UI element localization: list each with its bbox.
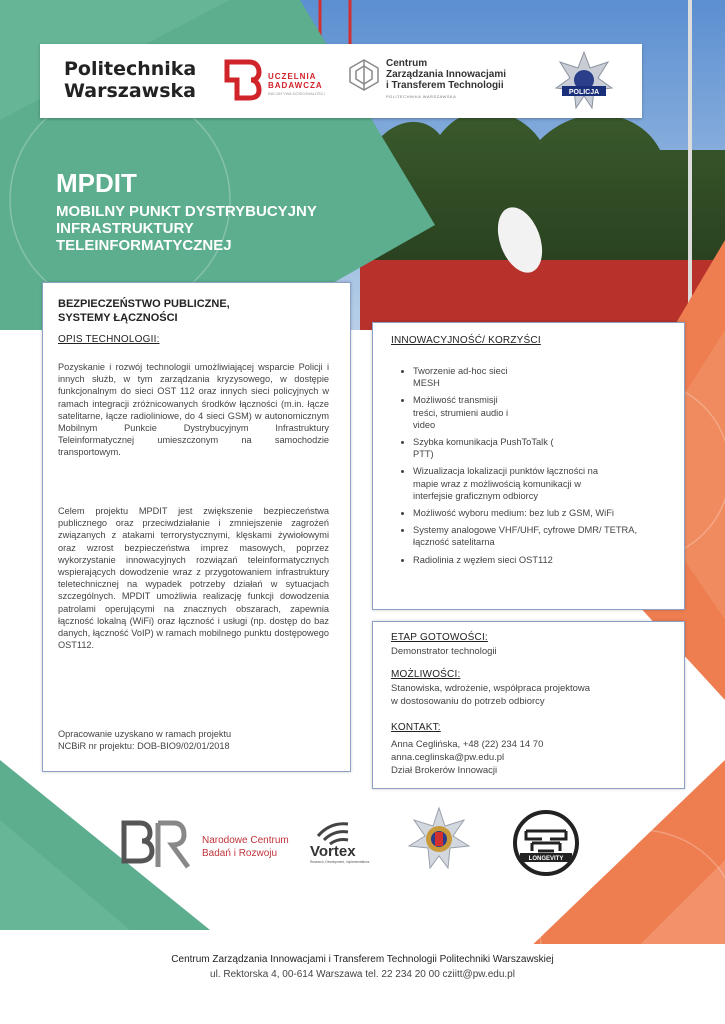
benefit-item: • Systemy analogowe VHF/UHF, cyfrowe DMR/ TETRA, łączność satelitarna [413, 524, 653, 548]
uczelnia-badawcza-subtitle: INICJATYWA DOSKONAŁOŚCI [268, 91, 325, 96]
svg-text:LONGEVITY: LONGEVITY [528, 856, 564, 862]
header-logo-bar [40, 44, 642, 118]
vortex-logo [308, 818, 384, 866]
footer-organization: Centrum Zarządzania Innowacjami i Transferem Technologii Politechniki Warszawskiej [171, 954, 554, 965]
cziitt-logo-icon [347, 58, 381, 92]
benefit-item: • Szybka komunikacja PushToTalk ( PTT) [413, 436, 573, 460]
readiness-label: ETAP GOTOWOŚCI: [391, 632, 488, 643]
uczelnia-badawcza-icon [223, 58, 263, 102]
description-paragraph-1: Pozyskanie i rozwój technologii umożliwiającej wsparcie Policji i innych służb, w tym zarządzania kryzysowego, w dostępie funkcjonalnym do sieci OST 112 oraz innych sieci policyjnych w ramach integracji zróżnicowanych środków łączności (m.in. łącze satelitarne, łącze radioliniowe, do 4 sieci GSM) w autonomicznym Mobilnym Punkcie Dystrybucyjnym Infrastruktury Teleinformatycznej umieszczonym na samochodzie transportowym. [58, 362, 329, 458]
benefits-label: INNOWACYJNOŚĆ/ KORZYŚCI [391, 335, 541, 346]
benefit-item: • Możliwość wyboru medium: bez lub z GSM, WiFi [413, 507, 675, 519]
benefit-item: • Tworzenie ad-hoc sieci MESH [413, 365, 523, 389]
academy-star-badge-icon [406, 806, 472, 872]
ncbr-logo-icon [118, 815, 198, 875]
footer-address: ul. Rektorska 4, 00-614 Warszawa tel. 22 234 20 00 cziitt@pw.edu.pl [210, 969, 515, 980]
benefits-list [397, 365, 675, 571]
cziitt-logo-subtitle: POLITECHNIKA WARSZAWSKA [386, 94, 457, 99]
readiness-value: Demonstrator technologii [391, 646, 497, 657]
status-contact-card [372, 621, 685, 789]
page-subtitle: MOBILNY PUNKT DYSTRYBUCYJNY INFRASTRUKTURY TELEINFORMATYCZNEJ [56, 203, 317, 254]
page-title: MPDIT [56, 168, 137, 198]
contact-email[interactable]: anna.ceglinska@pw.edu.pl [391, 752, 505, 763]
contact-name-phone: Anna Ceglińska, +48 (22) 234 14 70 [391, 739, 544, 750]
possibilities-label: MOŻLIWOŚCI: [391, 669, 461, 680]
benefit-item: • Radiolinia z węzłem sieci OST112 [413, 554, 675, 566]
benefits-card [372, 322, 685, 610]
description-label: OPIS TECHNOLOGII: [58, 334, 160, 345]
politechnika-logo: Politechnika Warszawska [64, 58, 197, 102]
contact-info [391, 738, 543, 777]
project-reference: Opracowanie uzyskano w ramach projektu NCBiR nr projektu: DOB-BIO9/02/01/2018 [58, 729, 232, 752]
svg-text:Vortex: Vortex [310, 843, 356, 860]
description-paragraph-2: Celem projektu MPDIT jest zwiększenie bezpieczeństwa publicznego oraz przeciwdziałanie i zmniejszenie zagrożeń związanych z atakami terrorystycznymi, klęskami żywiołowymi oraz wzrost bezpieczeństwa imprez masowych, poprzez wykorzystanie innowacyjnych rozwiązań teleinformatycznych wspierających dowodzenie wraz z przygotowaniem infrastruktury teletechnicznej na wypadek potrzeby działań w sytuacjach szczególnych. MPDIT umożliwia realizację funkcji dowodzenia patrolami operującymi na znacznych obszarach, zapewnia łączność lokalną (WiFi) oraz łączność i usługi (np. dostęp do baz danych, łączność VoIP) w ramach mobilnego punktu dostępowego OST112. [58, 506, 329, 651]
possibilities-value: Stanowiska, wdrożenie, współpraca projektowa w dostosowaniu do potrzeb odbiorcy [391, 683, 591, 707]
longevity-logo [512, 809, 580, 877]
category-heading: BEZPIECZEŃSTWO PUBLICZNE, SYSTEMY ŁĄCZNOŚCI [58, 298, 230, 324]
svg-text:POLICJA: POLICJA [568, 89, 600, 96]
uczelnia-badawcza-text: UCZELNIA BADAWCZA [268, 72, 323, 90]
technology-description-card [42, 282, 351, 772]
benefit-item: • Wizualizacja lokalizacji punktów łączności na mapie wraz z możliwością komunikacji w interfejsie graficznym odbiorcy [413, 465, 613, 502]
police-star-badge-icon [552, 50, 616, 110]
svg-text:Research, Development, Impleme: Research, Development, Implementations [310, 860, 370, 864]
benefit-item: • Możliwość transmisji treści, strumieni audio i video [413, 394, 523, 431]
contact-label: KONTAKT: [391, 722, 441, 733]
cziitt-logo-text: Centrum Zarządzania Innowacjami i Transferem Technologii [386, 58, 507, 91]
contact-department: Dział Brokerów Innowacji [391, 765, 498, 776]
ncbr-logo-text: Narodowe Centrum Badań i Rozwoju [202, 835, 289, 859]
